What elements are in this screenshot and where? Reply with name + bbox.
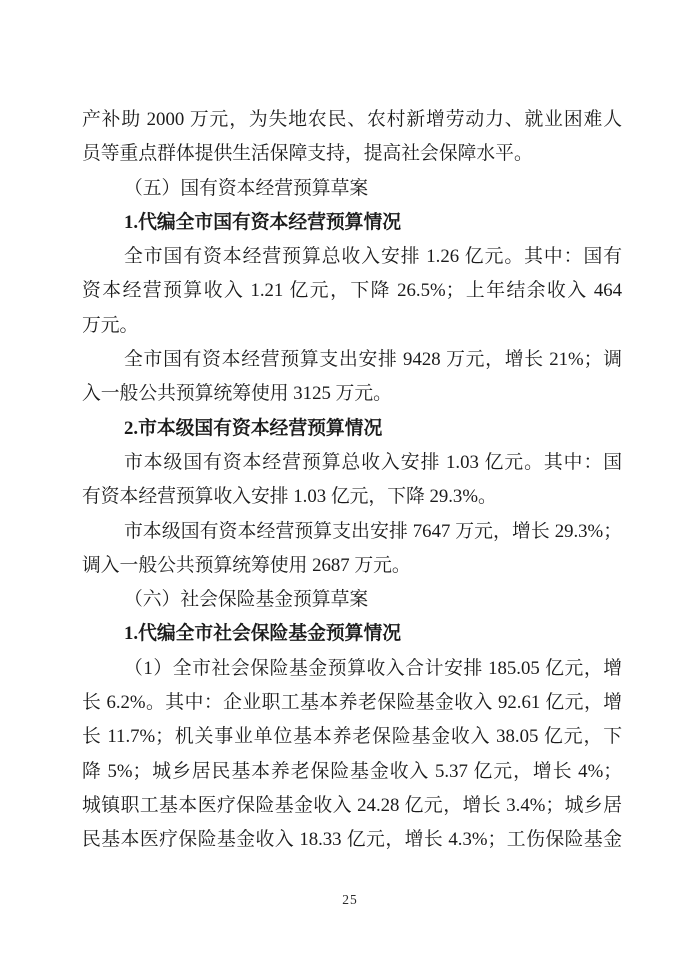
subsection-heading-1: 1.代编全市国有资本经营预算情况: [124, 211, 402, 233]
text-line: 降 5%；城乡居民基本养老保险基金收入 5.37 亿元，增长 4%；: [82, 760, 622, 782]
text-line: 调入一般公共预算统筹使用 2687 万元。: [82, 554, 411, 576]
section-heading-6: （六）社会保险基金预算草案: [124, 589, 369, 611]
text-line: 民基本医疗保险基金收入 18.33 亿元，增长 4.3%；工伤保险基金: [82, 829, 622, 851]
text-line: 城镇职工基本医疗保险基金收入 24.28 亿元，增长 3.4%；城乡居: [82, 794, 622, 816]
subsection-heading-2: 2.市本级国有资本经营预算情况: [124, 417, 383, 439]
page-footer: [0, 891, 700, 909]
text-line: 市本级国有资本经营预算总收入安排 1.03 亿元。其中：国: [124, 451, 622, 473]
subsection-heading-1b: 1.代编全市社会保险基金预算情况: [124, 623, 402, 645]
text-line: 有资本经营预算收入安排 1.03 亿元，下降 29.3%。: [82, 486, 497, 508]
text-line: 全市国有资本经营预算总收入安排 1.26 亿元。其中：国有: [124, 246, 622, 268]
text-line: 长 6.2%。其中：企业职工基本养老保险基金收入 92.61 亿元，增: [82, 692, 622, 714]
text-line: 万元。: [82, 314, 139, 336]
text-line: 长 11.7%；机关事业单位基本养老保险基金收入 38.05 亿元，下: [82, 726, 622, 748]
text-line: 市本级国有资本经营预算支出安排 7647 万元，增长 29.3%；: [124, 520, 622, 542]
page-content: [82, 103, 622, 858]
section-heading-5: （五）国有资本经营预算草案: [124, 177, 369, 199]
text-line: 员等重点群体提供生活保障支持，提高社会保障水平。: [82, 143, 533, 165]
text-line: 入一般公共预算统筹使用 3125 万元。: [82, 383, 392, 405]
text-line: 产补助 2000 万元，为失地农民、农村新增劳动力、就业困难人: [82, 109, 622, 130]
text-line: 全市国有资本经营预算支出安排 9428 万元，增长 21%；调: [124, 349, 622, 371]
text-line: （1）全市社会保险基金预算收入合计安排 185.05 亿元，增: [124, 657, 622, 679]
text-line: 资本经营预算收入 1.21 亿元，下降 26.5%；上年结余收入 464: [82, 280, 622, 302]
page-number: 25: [342, 892, 358, 907]
